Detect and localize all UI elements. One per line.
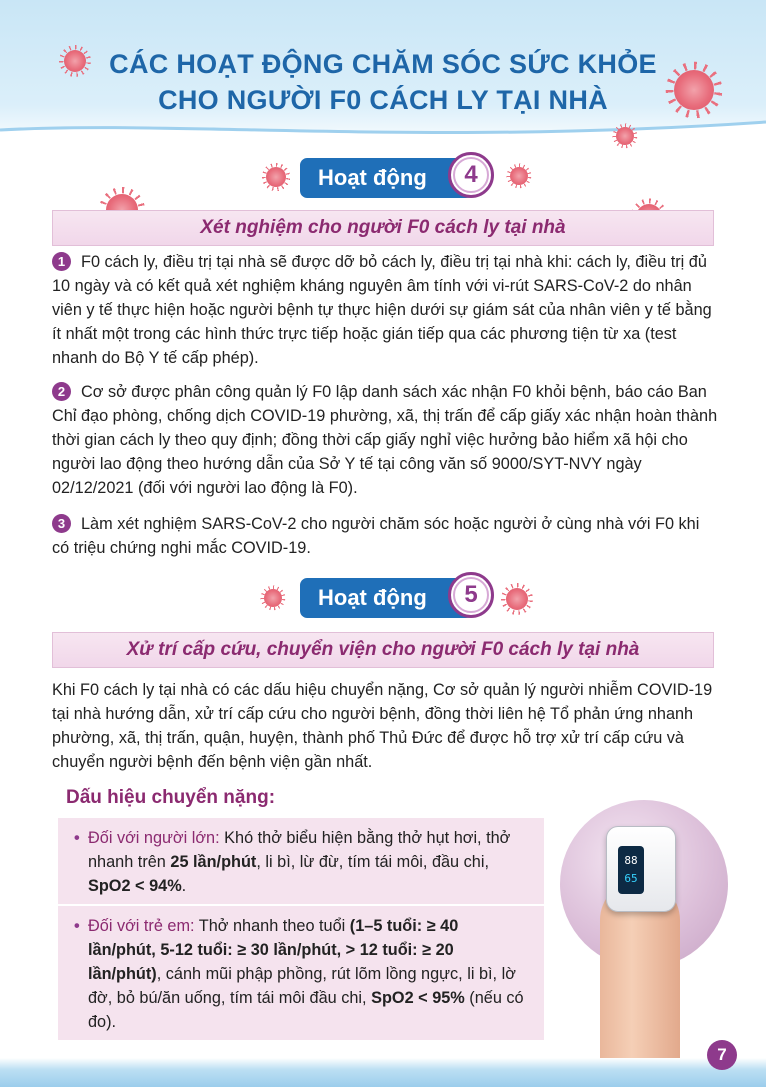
adult-text-3: . (181, 877, 187, 895)
child-signs-box (58, 906, 544, 1040)
top-wave-decoration (0, 112, 766, 152)
activity-number-badge: 4 (448, 152, 494, 198)
item-text: F0 cách ly, điều trị tại nhà sẽ được dỡ bỏ cách ly, điều trị tại nhà khi: cách ly, điều trị đủ 10 ngày và có kết quả xét nghiệm kháng nguyên âm tính với vi-rút SARS-CoV-2 do nhân viên y tế thực hiện hoặc người bệnh tự thực hiện dưới sự giám sát của nhân viên y tế bằng ít nhất một trong các hình thức trực tiếp hoặc gián tiếp qua các phương tiện từ xa (test nhanh do Bộ Y tế cấp phép). (52, 253, 712, 367)
item-number-badge: 1 (52, 252, 71, 271)
oximeter-spo2-readout: 65 (624, 872, 638, 885)
adult-bold-2: SpO2 < 94% (88, 877, 182, 895)
virus-icon (506, 588, 528, 610)
virus-icon (616, 127, 634, 145)
title-line-1: CÁC HOẠT ĐỘNG CHĂM SÓC SỨC KHỎE (109, 49, 657, 79)
item-text: Làm xét nghiệm SARS-CoV-2 cho người chăm sóc hoặc người ở cùng nhà với F0 khi có triệu chứng nghi mắc COVID-19. (52, 515, 700, 557)
child-bold-1: (1–5 tuổi: ≥ 40 lần/phút, 5-12 tuổi: ≥ 30 lần/phút, > 12 tuổi: ≥ 20 lần/phút) (88, 917, 459, 983)
bottom-band (0, 1058, 766, 1087)
oximeter-screen (618, 846, 644, 894)
testing-item-3 (52, 512, 720, 560)
item-number-badge: 2 (52, 382, 71, 401)
virus-icon (264, 589, 282, 607)
adult-text-1: Khó thở biểu hiện bằng thở hụt hơi, thở nhanh trên (88, 829, 511, 871)
activity-label: Hoạt động (318, 165, 427, 190)
testing-item-1 (52, 250, 720, 370)
severe-signs-heading: Dấu hiệu chuyển nặng: (66, 787, 276, 808)
item-number-badge: 3 (52, 514, 71, 533)
child-lead: Đối với trẻ em: (88, 917, 195, 935)
virus-icon (510, 167, 528, 185)
activity-4-pill (300, 158, 486, 198)
activity-label: Hoạt động (318, 585, 427, 610)
page-number: 7 (707, 1040, 737, 1070)
emergency-intro: Khi F0 cách ly tại nhà có các dấu hiệu chuyển nặng, Cơ sở quản lý người nhiễm COVID-19 tại nhà hướng dẫn, xử trí cấp cứu cho người bệnh, đồng thời liên hệ Tổ phản ứng nhanh phường, xã, thị trấn, quận, huyện, thành phố Thủ Đức để được hỗ trợ xử trí cấp cứu và chuyển người bệnh đến bệnh viện gần nhất. (52, 681, 713, 771)
bullet: • (74, 829, 80, 847)
activity-number-badge: 5 (448, 572, 494, 618)
child-text-1: Thở nhanh theo tuổi (194, 917, 350, 935)
adult-lead: Đối với người lớn: (88, 829, 220, 847)
section-title-emergency: Xử trí cấp cứu, chuyển viện cho người F0 cách ly tại nhà (52, 632, 714, 668)
adult-bold-1: 25 lần/phút (170, 853, 257, 871)
bullet: • (74, 917, 80, 935)
adult-text-2: , li bì, lừ đừ, tím tái môi, đầu chi, (256, 853, 489, 871)
adult-signs-box (58, 818, 544, 904)
virus-icon (266, 167, 286, 187)
page-title (80, 46, 686, 118)
child-bold-2: SpO2 < 95% (371, 989, 465, 1007)
title-line-2: CHO NGƯỜI F0 CÁCH LY TẠI NHÀ (158, 85, 608, 115)
activity-5-pill (300, 578, 486, 618)
oximeter-hr-readout: 88 (624, 854, 638, 867)
section-title-testing: Xét nghiệm cho người F0 cách ly tại nhà (52, 210, 714, 246)
testing-item-2 (52, 380, 720, 500)
child-text-2: , cánh mũi phập phồng, rút lõm lồng ngực, li bì, lờ đờ, bỏ bú/ăn uống, tím tái môi đầu chi, (88, 965, 516, 1007)
child-text-3: (nếu có đo). (88, 989, 524, 1031)
item-text: Cơ sở được phân công quản lý F0 lập danh sách xác nhận F0 khỏi bệnh, báo cáo Ban Chỉ đạo phòng, chống dịch COVID-19 phường, xã, thị trấn để cấp giấy xác nhận hoàn thành thời gian cách ly theo quy định; đồng thời cấp giấy nghỉ việc hưởng bảo hiểm xã hội cho người lao động theo hướng dẫn của Sở Y tế tại công văn số 9000/SYT-NVY ngày 02/12/2021 (đối với người lao động là F0). (52, 383, 718, 497)
